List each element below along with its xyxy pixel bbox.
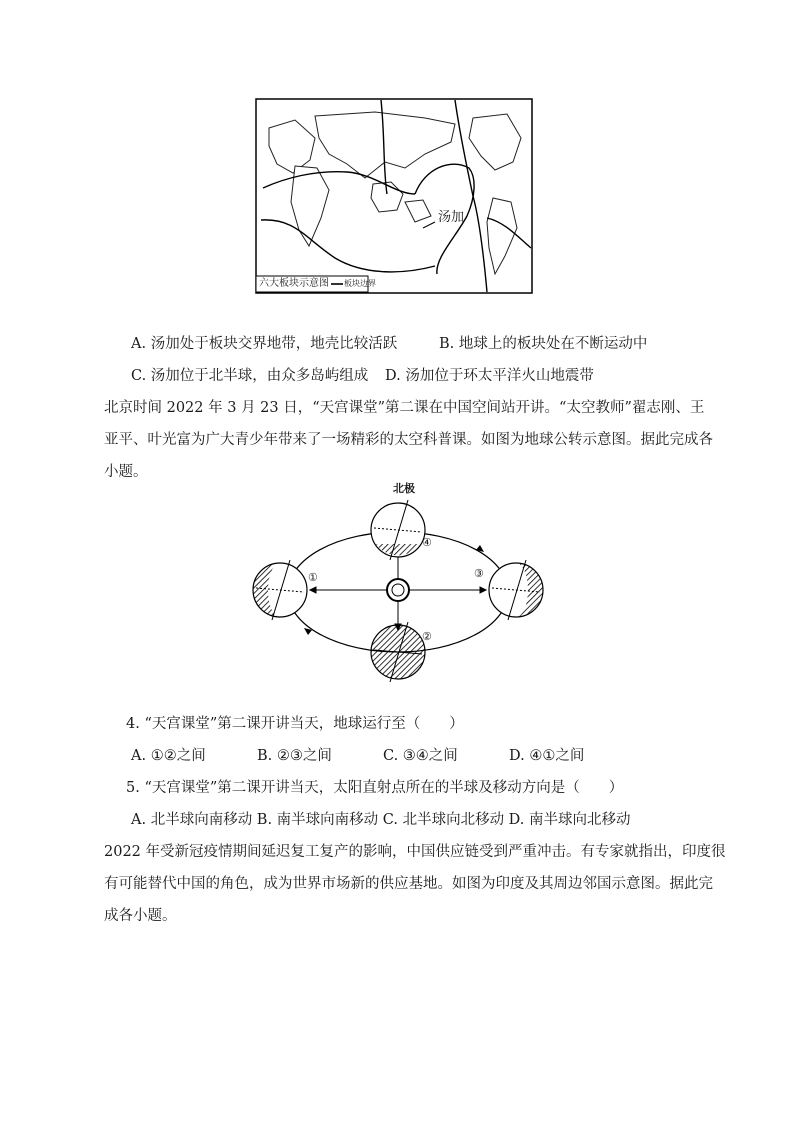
q4-option-b: B. ②③之间 (257, 748, 332, 764)
passage1-line3: 小题。 (104, 464, 148, 480)
q3-option-d: D. 汤加位于环太平洋火山地震带 (385, 368, 594, 384)
q5-options: A. 北半球向南移动 B. 南半球向南移动 C. 北半球向北移动 D. 南半球向北移动 (131, 812, 631, 828)
q4-stem: 4. “天宫课堂”第二课开讲当天，地球运行至（ ） (126, 716, 464, 732)
position-2-label: ② (422, 630, 432, 643)
plate-map-caption: 六大板块示意图 (259, 278, 329, 289)
tonga-label: 汤加 (438, 210, 465, 225)
plate-map-svg (255, 98, 533, 294)
plate-boundary-legend: 板块边界 (344, 279, 376, 288)
north-pole-label: 北极 (393, 482, 415, 495)
q3-option-c: C. 汤加位于北半球，由众多岛屿组成 (131, 368, 369, 384)
passage1-line2: 亚平、叶光富为广大青少年带来了一场精彩的太空科普课。如图为地球公转示意图。据此完成各 (104, 432, 713, 448)
passage2-line2: 有可能替代中国的角色，成为世界市场新的供应基地。如图为印度及其周边邻国示意图。据此完 (104, 876, 713, 892)
q4-option-c: C. ③④之间 (383, 748, 458, 764)
position-3-label: ③ (474, 567, 484, 580)
q3-option-a: A. 汤加处于板块交界地带，地壳比较活跃 (131, 336, 398, 352)
plate-map-figure (255, 98, 533, 294)
passage2-line1: 2022 年受新冠疫情期间延迟复工复产的影响，中国供应链受到严重冲击。有专家就指出，印度很 (104, 844, 726, 860)
passage1-line1: 北京时间 2022 年 3 月 23 日，“天宫课堂”第二课在中国空间站开讲。“太空教师”翟志刚、王 (104, 400, 705, 416)
position-4-label: ④ (422, 536, 432, 549)
position-1-label: ① (308, 571, 318, 584)
q3-option-b: B. 地球上的板块处在不断运动中 (439, 336, 648, 352)
earth-revolution-figure (248, 480, 548, 690)
passage2-line3: 成各小题。 (104, 908, 177, 924)
q4-option-a: A. ①②之间 (131, 748, 206, 764)
q5-stem: 5. “天宫课堂”第二课开讲当天，太阳直射点所在的半球及移动方向是（ ） (126, 780, 624, 796)
q4-option-d: D. ④①之间 (509, 748, 585, 764)
earth-revolution-svg (248, 480, 548, 690)
